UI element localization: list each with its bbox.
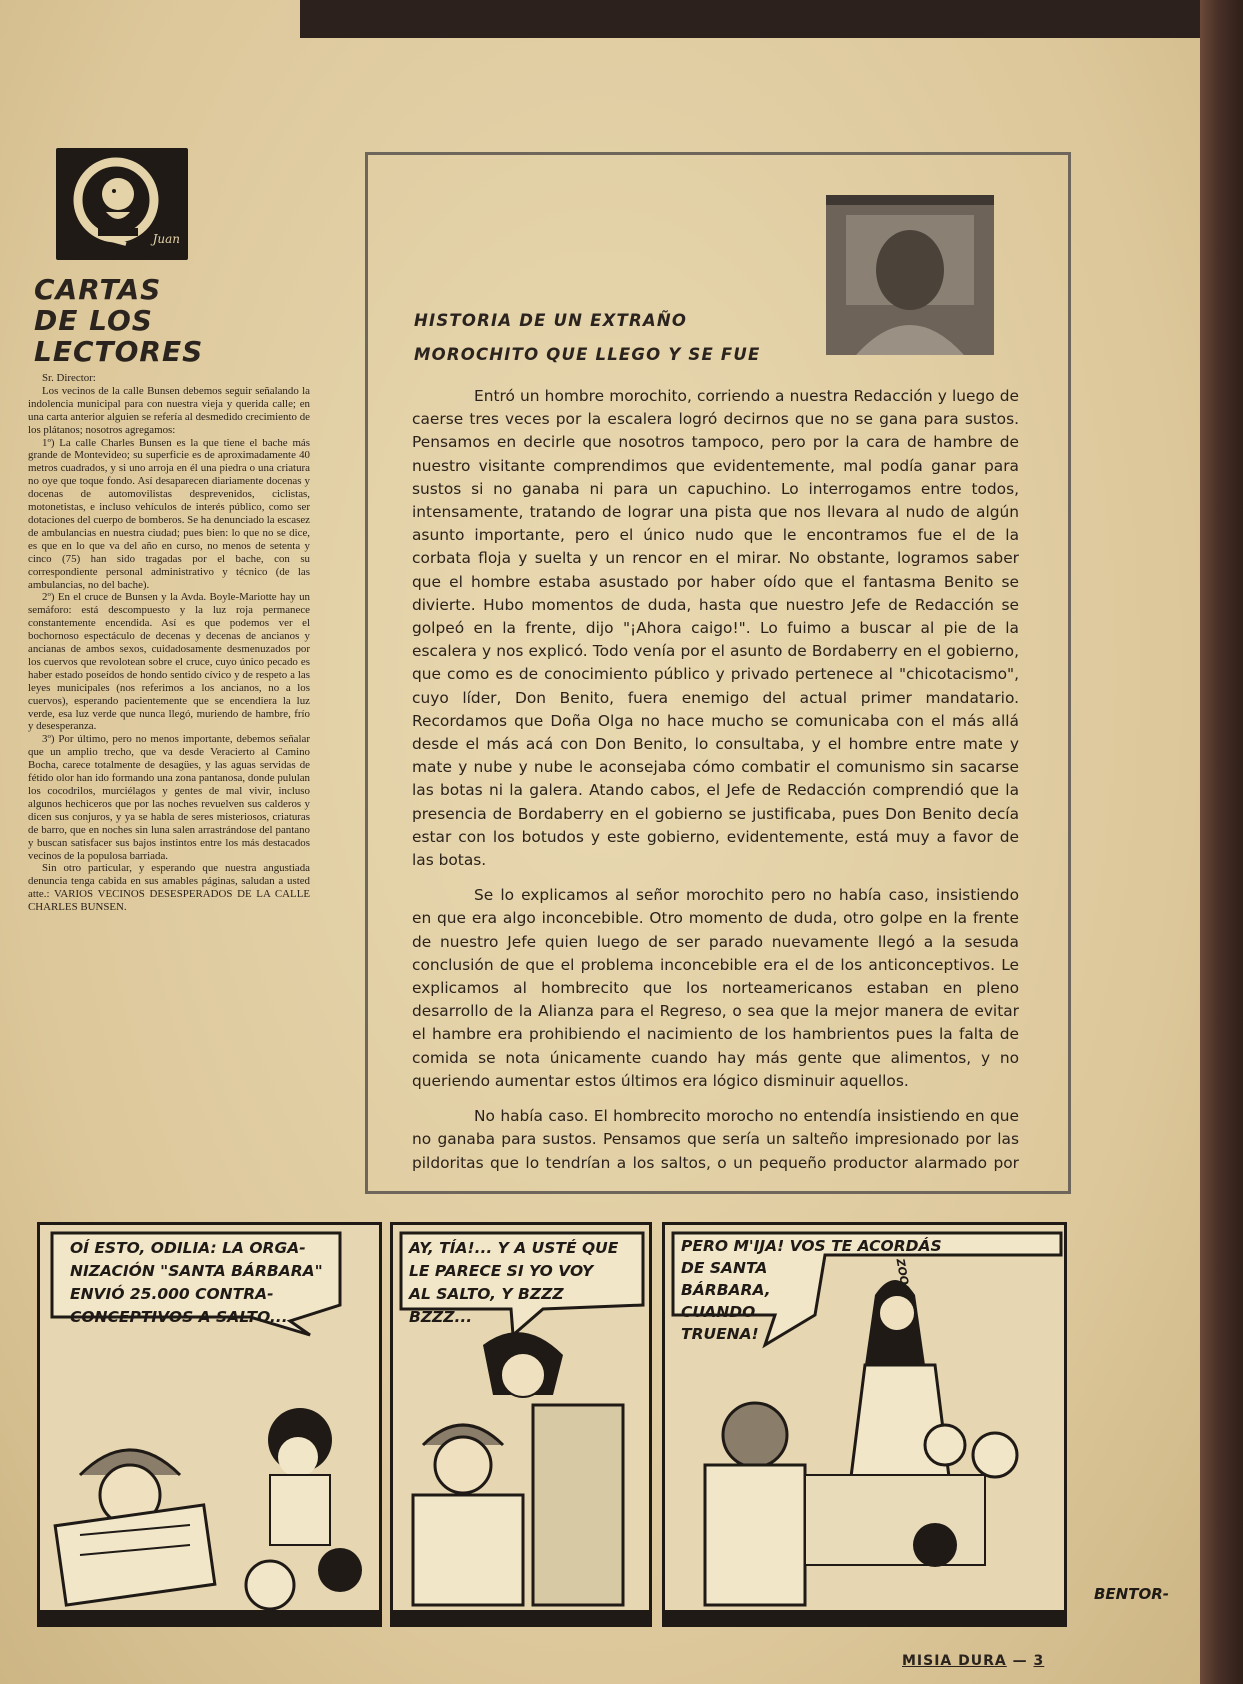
comic-panel-2-speech [409,1237,618,1329]
speech-line: TRUENA! [681,1325,759,1343]
story-photo [826,195,994,355]
letter-paragraph: 3º) Por último, pero no menos importante, debemos señalar que un amplio trecho, que va desde Veracierto al Camino Bocha, carece totalmente de desagües, y las aguas servidas de fétido olor han ido formando una zona pantanosa, donde pululan los cocodrilos, murciélagos y gentes de mal vivir, incluso algunos hechiceros que por las noches revuelven sus calderos y dicen sus conjuros, y ya se habla de seres misteriosos, criaturas de barro, que en noches sin luna salen arrastrándose del pantano y buscan satisfacer sus bajos instintos entre los más destacados vecinos de la populosa barriada. [28,733,310,862]
speech-line: AY, TÍA!... Y A USTÉ QUE [409,1239,619,1257]
letter-salutation: Sr. Director: [42,372,96,384]
story-body [412,385,1019,1175]
speech-line: LE PARECE SI YO VOY [409,1262,594,1280]
story-paragraph: Se lo explicamos al señor morochito pero no había caso, insistiendo en que era algo inconcebible. Otro momento de duda, otro golpe en la frente de nuestro Jefe quien luego de ser parado nuevamente llegó a la sesuda conclusión de que el problema inconcebible era el de los anticonceptivos. Le explicamos al hombrecito que los norteamericanos estaban en pleno desarrollo de la Alianza para el Regreso, o sea que la mejor manera de evitar el hambre era prohibiendo el nacimiento de los hambrientos pues la falta de comida se nota únicamente cuando hay más gente que alimentos, y no queriendo aumentar estos últimos era lógico disminuir aquellos. [412,886,1019,1090]
speech-line: BZZZ... [409,1308,473,1326]
letter-paragraph: Los vecinos de la calle Bunsen debemos seguir señalando la indolencia municipal para con nuestra vieja y querida calle; en una carta anterior alguien se refería al desmedido crecimiento de los plátanos; nosotros agregamos: [28,384,310,436]
letter-paragraph: Sin otro particular, y esperando que nuestra angustiada denuncia tenga cabida en sus amables páginas, saludan a usted atte.: VARIOS VECINOS DESESPERADOS DE LA CALLE CHARLES BUNSEN. [28,862,310,914]
speech-line: BÁRBARA, [681,1281,771,1299]
speech-line: NIZACIÓN "SANTA BÁRBARA" [70,1262,323,1280]
magazine-name: MISIA DURA [902,1653,1007,1669]
footer-separator: — [1012,1653,1028,1669]
logo-signature: Juan [152,232,180,246]
comic-panel-3 [662,1222,1067,1627]
letters-section-title [34,274,234,367]
speech-line: CUANDO [681,1303,756,1321]
letters-logo [56,148,188,260]
page-number: 3 [1033,1653,1045,1669]
speech-line: AL SALTO, Y BZZZ [409,1285,564,1303]
letters-title-line: DE LOS [34,304,153,337]
reader-letter [28,372,310,1197]
artist-signature: BENTOR- [1094,1585,1169,1603]
comic-panel-1 [37,1222,382,1627]
story-title-line: MOROCHITO QUE LLEGO Y SE FUE [414,345,761,364]
speech-line: DE SANTA [681,1259,768,1277]
speech-line: OÍ ESTO, ODILIA: LA ORGA- [70,1239,306,1257]
story-title [414,304,814,372]
comic-panel-2 [390,1222,652,1627]
letter-paragraph: 1º) La calle Charles Bunsen es la que tiene el bache más grande de Montevideo; su superficie es de aproximadamente 40 metros cuadrados, y si uno arroja en él una piedra o una criatura no oye que toque fondo. Así desaparecen diariamente docenas y docenas de automovilistas desprevenidos, ciclistas, motonetistas, e incluso vehículos de interés público, como ser dotaciones del cuerpo de bomberos. Se ha denunciado la escasez de ambulancias en nuestra ciudad; pues bien: lo que no se dice, es que en lo que va del año en curso, no menos de setenta y cinco (75) han sido tragadas por el bache, con su correspondiente personal administrativo y técnico (de las ambulancias, no del bache). [28,436,310,591]
story-paragraph: Entró un hombre morochito, corriendo a nuestra Redacción y luego de caerse tres veces por la escalera logró decirnos que no se gana para sustos. Pensamos en decirle que nosotros tampoco, pero por la cara de hambre de nuestro visitante comprendimos que evidentemente, mal podía ganar para sustos si no ganaba ni para un capuchino. Lo interrogamos entre todos, intensamente, tratando de lograr una pista que nos llevara al nudo de algún asunto importante, pero el único nudo que le encontramos fue el de la corbata floja y suelta y un rencor en el mirar. No obstante, logramos saber que el hombre estaba asustado por haber oído que el fantasma Benito se divierte. Hubo momentos de duda, hasta que nuestro Jefe de Redacción se golpeó en la frente, dijo "¡Ahora caigo!". Lo fuimo a buscar al pie de la escalera y nos explicó. Todo venía por el asunto de Bordaberry en el gobierno, que como es de conocimiento público y privado pertenece al "chicotacismo", cuyo líder, Don Benito, fuera enemigo del actual primer mandatario. Recordamos que Doña Olga no hace mucho se comunicaba con el más allá desde el más acá con Don Benito, lo consultaba, y el hombre entre mate y mate y nube y nube le aconsejaba cómo combatir el comunismo sin sacarse las botas ni la galera. Atando cabos, el Jefe de Redacción comprendió que la presencia de Bordaberry en el gobierno se justificaba, pues Don Benito decía estar con los botudos y este gobierno, evidentemente, está muy a favor de las botas. [412,387,1019,870]
letters-title-line: CARTAS [34,273,162,306]
story-photo-image [826,195,994,355]
speech-line: ENVIÓ 25.000 CONTRA- [70,1285,274,1303]
page-footer [902,1653,1044,1669]
letter-paragraph: 2º) En el cruce de Bunsen y la Avda. Boyle-Mariotte hay un semáforo: está descompuesto y la luz roja permanece constantemente encendida. Así es que podemos ver el bochornoso espectáculo de decenas y decenas de ancianos y ancianas de ambos sexos, cuidadosamente desmenuzados por los cuervos que revolotean sobre el cruce, cuyo único pecado es haber estado poseídos de hondo sentido cívico y de respeto a las leyes municipales (nos referimos a los ancianos, no a los cuervos), esperando pacientemente que se encendiera la luz verde, esa luz verde que nunca llegó, muriendo de hambre, frío y desesperanza. [28,591,310,733]
book-binding [1200,0,1243,1684]
story-title-line: HISTORIA DE UN EXTRAÑO [414,311,688,330]
comic-panel-1-speech [70,1237,323,1329]
comic-sound-effect: ZOOO [893,1257,913,1296]
speech-line: PERO M'IJA! VOS TE ACORDÁS [681,1237,942,1255]
speech-line: CONCEPTIVOS A SALTO... [70,1308,288,1326]
story-paragraph: No había caso. El hombrecito morocho no entendía insistiendo en que no ganaba para sustos. Pensamos que sería un salteño impresionado por las pildoritas que lo tendrían a los saltos, o un pequeño productor alarmado por [412,1107,1019,1172]
letters-title-line: LECTORES [34,335,204,368]
top-dark-strip [300,0,1200,38]
